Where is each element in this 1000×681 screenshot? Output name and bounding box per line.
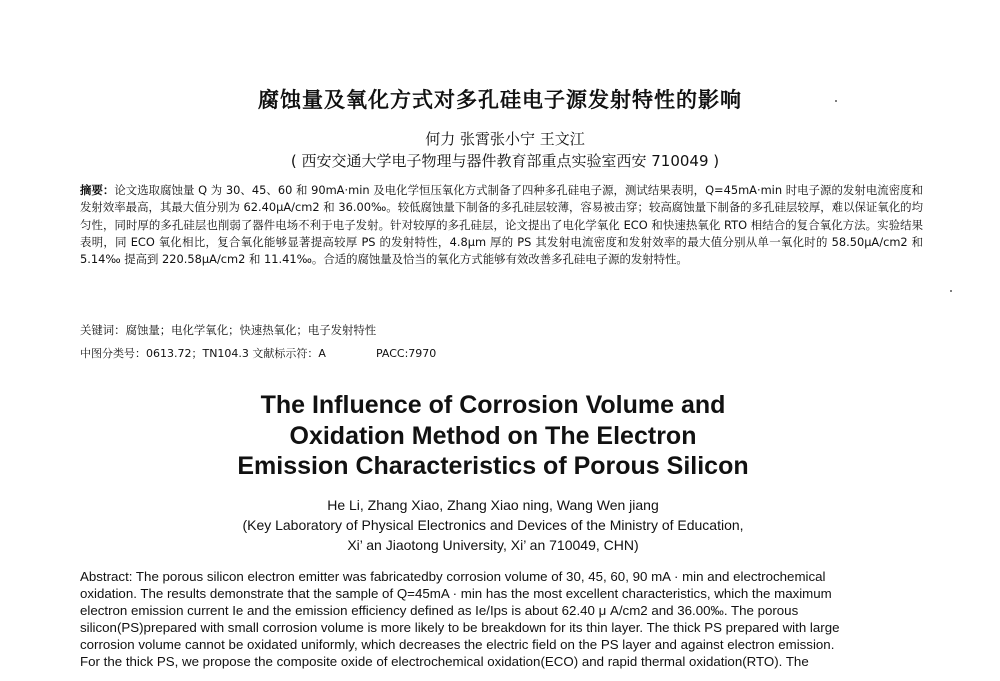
english-title	[0, 390, 986, 482]
english-abstract-line: silicon(PS)prepared with small corrosion volume is more likely to be breakdown for its thin layer. The thick PS prepared with large	[80, 619, 840, 635]
english-affiliation-line: Xi’ an Jiaotong University, Xi’ an 710049, CHN)	[347, 536, 639, 553]
chinese-abstract-text: 论文选取腐蚀量 Q 为 30、45、60 和 90mA·min 及电化学恒压氧化方式制备了四种多孔硅电子源，测试结果表明，Q=45mA·min 时电子源的发射电流密度和发射效率最高，其最大值分别为 62.40μA/cm2 和 36.00‰。较低腐蚀量下制备的多孔硅层较薄，容易被击穿；较高腐蚀量下制备的多孔硅层较厚，难以保证氧化的均匀性，同时厚的多孔硅层也削弱了器件电场不利于电子发射。针对较厚的多孔硅层，论文提出了电化学氧化 ECO 和快速热氧化 RTO 相结合的复合氧化方法。实验结果表明，同 ECO 氧化相比，复合氧化能够显著提高较厚 PS 的发射特性，4.8μm 厚的 PS 其发射电流密度和发射效率的最大值分别从单一氧化时的 58.50μA/cm2 和 5.14‰ 提高到 220.58μA/cm2 和 11.41‰。合适的腐蚀量及恰当的氧化方式能够有效改善多孔硅电子源的发射特性。	[80, 183, 923, 267]
chinese-affiliation: ( 西安交通大学电子物理与器件教育部重点实验室西安 710049 )	[290, 152, 720, 170]
english-title-line: Oxidation Method on The Electron	[289, 421, 697, 450]
chinese-title: 腐蚀量及氧化方式对多孔硅电子源发射特性的影响	[258, 88, 742, 112]
english-affiliation-line: (Key Laboratory of Physical Electronics and Devices of the Ministry of Education,	[242, 517, 744, 533]
english-title-line: The Influence of Corrosion Volume and	[260, 391, 726, 419]
scan-speck	[835, 100, 837, 102]
chinese-classification-row	[80, 345, 923, 362]
chinese-abstract	[80, 182, 923, 268]
english-abstract-line: For the thick PS, we propose the composite oxide of electrochemical oxidation(ECO) and rapid thermal oxidation(RTO). The	[80, 653, 809, 669]
english-abstract-line: oxidation. The results demonstrate that the sample of Q=45mA · min has the most excellent characteristics, which the maximum	[80, 585, 832, 601]
chinese-keywords: 关键词：腐蚀量；电化学氧化；快速热氧化；电子发射特性	[80, 323, 377, 337]
english-abstract	[80, 569, 913, 670]
chinese-classification: 中图分类号：0613.72；TN104.3 文献标示符：A	[80, 347, 326, 360]
english-title-line: Emission Characteristics of Porous Silicon	[237, 452, 749, 480]
english-abstract-line: electron emission current Ie and the emission efficiency defined as Ie/Ips is about 62.40 μ A/cm2 and 36.00‰. The porous	[80, 602, 799, 618]
scan-speck	[950, 290, 952, 292]
english-abstract-line: Abstract: The porous silicon electron emitter was fabricatedby corrosion volume of 30, 45, 60, 90 mA · min and electrochemical	[80, 569, 826, 584]
english-authors: He Li, Zhang Xiao, Zhang Xiao ning, Wang Wen jiang	[327, 497, 659, 513]
english-affiliation	[0, 516, 986, 555]
pacc-code: PACC:7970	[375, 347, 437, 360]
chinese-abstract-label: 摘要：	[80, 183, 115, 197]
chinese-authors: 何力 张霄张小宁 王文江	[425, 130, 585, 148]
english-abstract-line: corrosion volume cannot be oxidated uniformly, which decreases the electric field on the PS layer and against electron emission.	[80, 636, 835, 652]
